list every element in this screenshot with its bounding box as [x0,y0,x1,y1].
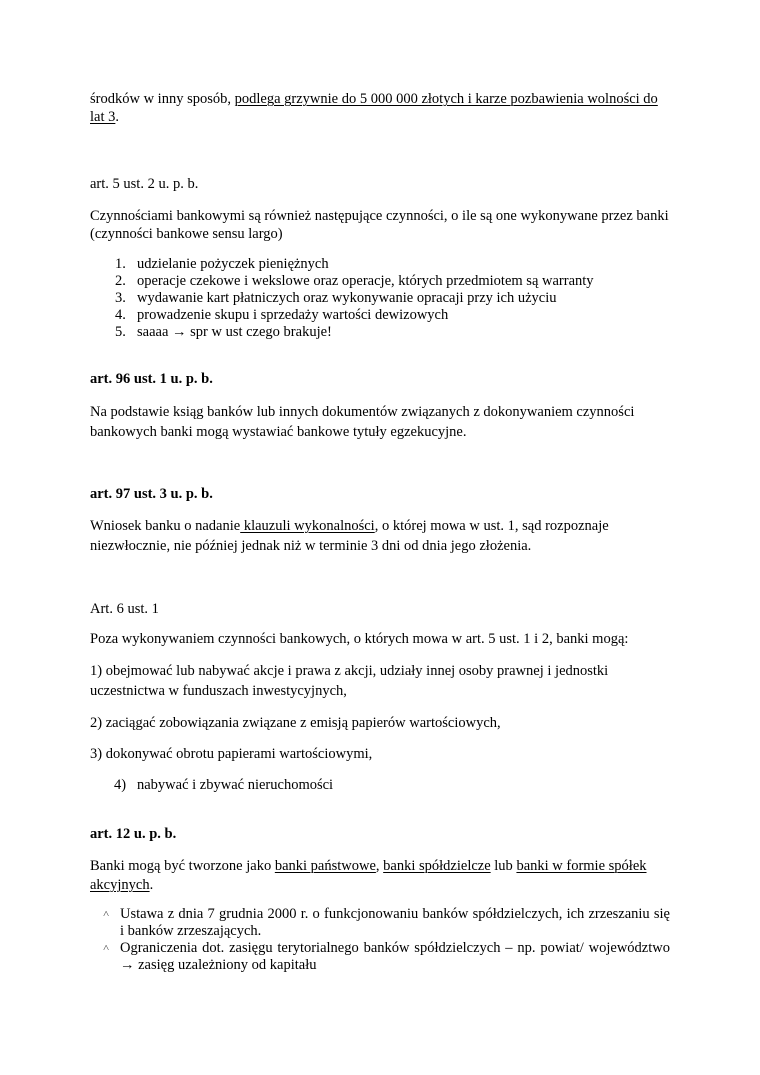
banki-akcyjne-underlined: banki w formie spółek akcyjnych [90,858,647,893]
list-item: 3. wydawanie kart płatniczych oraz wykonywanie opracaji przy ich użyciu [115,290,557,306]
list-item: ˄ Ograniczenia dot. zasięgu terytorialnego banków spółdzielczych – np. powiat/ województwo → zasięg uzależniony od kapitału [103,940,670,973]
art5-intro: Czynnościami bankowymi są również następujące czynności, o ile są one wykonywane przez banki (czynności bankowe sensu largo) [90,208,669,242]
penalty-underlined: podlega grzywnie do 5 000 000 złotych i karze pozbawienia wolności do lat 3 [90,91,658,125]
art12-text: Banki mogą być tworzone jako banki państwowe, banki spółdzielcze lub banki w formie spółek akcyjnych. [90,858,647,893]
art6-point-2: 2) zaciągać zobowiązania związane z emisją papierów wartościowych, [90,715,501,731]
art6-point-4: 4) nabywać i zbywać nieruchomości [114,777,334,793]
penalty-prefix: środków w inny sposób, [90,91,235,107]
list-item: 4. prowadzenie skupu i sprzedaży wartości dewizowych [115,307,449,323]
banki-panstwowe-underlined: banki państwowe [274,858,376,874]
heading-art12: art. 12 u. p. b. [90,826,177,842]
heading-art97: art. 97 ust. 3 u. p. b. [90,486,213,502]
list-item: 1. udzielanie pożyczek pieniężnych [115,256,329,272]
penalty-suffix: . [115,109,119,125]
heading-art96: art. 96 ust. 1 u. p. b. [90,371,213,387]
art6-point-1: 1) obejmować lub nabywać akcje i prawa z akcji, udziały innej osoby prawnej i jednostki uczestnictwa w funduszach inwestycyjnych, [90,663,609,699]
list-item: ˄ Ustawa z dnia 7 grudnia 2000 r. o funkcjonowaniu banków spółdzielczych, ich zrzeszaniu się i banków zrzeszających. [103,906,670,939]
art96-text: Na podstawie ksiąg banków lub innych dokumentów związanych z dokonywaniem czynności bankowych banki mogą wystawiać bankowe tytuły egzekucyjne. [90,404,635,440]
paragraph-penalty [90,90,670,126]
art6-intro: Poza wykonywaniem czynności bankowych, o których mowa w art. 5 ust. 1 i 2, banki mogą: [90,631,629,647]
list-item: 5. saaaa → spr w ust czego brakuje! [115,324,332,340]
art5-list [90,256,670,341]
arrowhead-bullet-icon: ˄ [103,908,110,920]
heading-art5: art. 5 ust. 2 u. p. b. [90,176,199,192]
list-item: 2. operacje czekowe i wekslowe oraz operacje, których przedmiotem są warranty [115,273,594,289]
art12-bullets [90,906,670,974]
klauzula-underlined: klauzuli wykonalności [240,518,375,534]
art97-text: Wniosek banku o nadanie klauzuli wykonalności, o której mowa w ust. 1, sąd rozpoznaje niezwłocznie, nie później jednak niż w terminie 3 dni od dnia jego złożenia. [90,518,609,554]
heading-art6: Art. 6 ust. 1 [90,601,159,617]
art6-point-3: 3) dokonywać obrotu papierami wartościowymi, [90,746,373,762]
banki-spoldzielcze-underlined: banki spółdzielcze [383,858,491,874]
arrowhead-bullet-icon: ˄ [103,942,110,954]
